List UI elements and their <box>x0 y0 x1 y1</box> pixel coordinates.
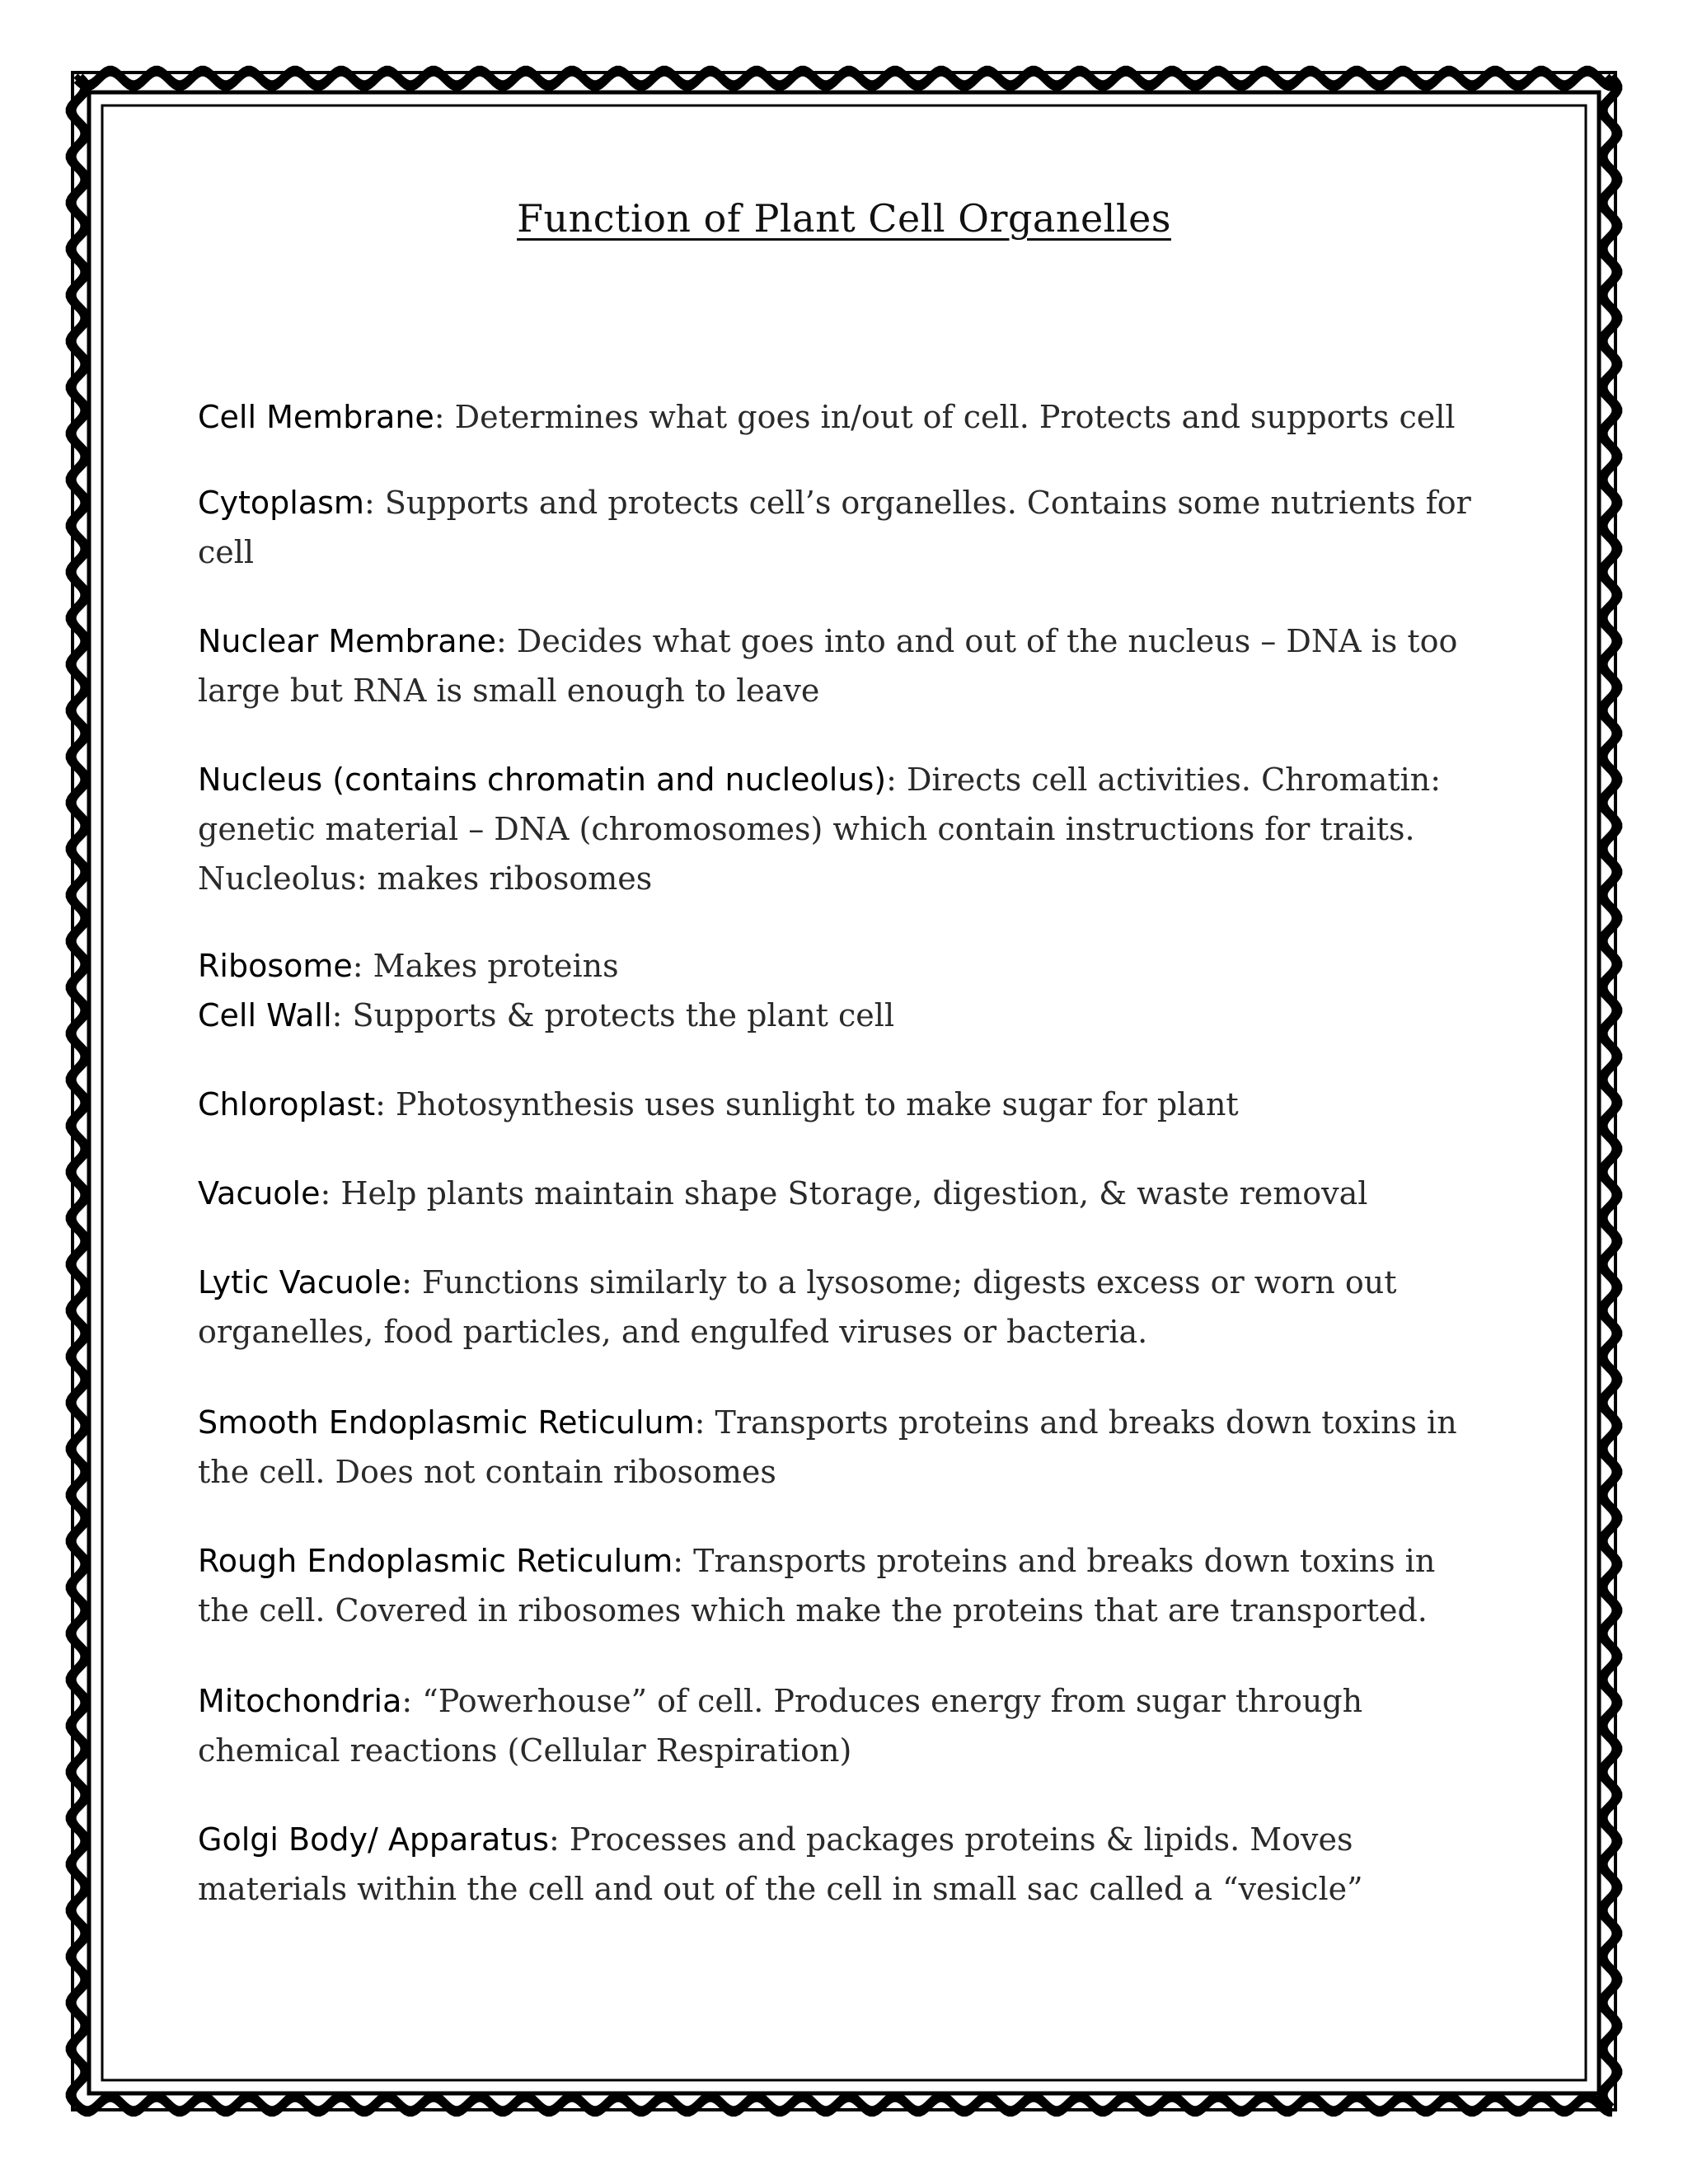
term-smooth-er: Smooth Endoplasmic Reticulum <box>198 1404 695 1441</box>
entry-nuclear-membrane <box>198 616 1484 715</box>
desc-cell-membrane: : Determines what goes in/out of cell. Protects and supports cell <box>434 399 1456 435</box>
entry-ribosome <box>198 941 1484 991</box>
desc-nucleus: : Directs cell activities. Chromatin: genetic material – DNA (chromosomes) which contain instructions for traits. Nucleolus: makes ribosomes <box>198 762 1442 897</box>
entry-vacuole <box>198 1169 1484 1218</box>
entry-chloroplast <box>198 1080 1484 1129</box>
desc-ribosome: : Makes proteins <box>352 948 619 984</box>
desc-cell-wall: : Supports & protects the plant cell <box>331 997 895 1033</box>
entry-nucleus <box>198 755 1484 903</box>
term-mitochondria: Mitochondria <box>198 1683 402 1719</box>
term-nucleus: Nucleus (contains chromatin and nucleolus) <box>198 762 887 798</box>
term-vacuole: Vacuole <box>198 1175 321 1212</box>
term-cytoplasm: Cytoplasm <box>198 485 364 521</box>
term-lytic-vacuole: Lytic Vacuole <box>198 1264 402 1301</box>
term-rough-er: Rough Endoplasmic Reticulum <box>198 1543 673 1579</box>
term-golgi: Golgi Body/ Apparatus <box>198 1821 550 1858</box>
entry-rough-er <box>198 1536 1484 1635</box>
entry-smooth-er <box>198 1398 1484 1497</box>
term-ribosome: Ribosome <box>198 948 353 984</box>
desc-cytoplasm: : Supports and protects cell’s organelles. Contains some nutrients for cell <box>198 485 1471 570</box>
entry-golgi <box>198 1815 1484 1914</box>
term-cell-membrane: Cell Membrane <box>198 399 434 435</box>
desc-nuclear-membrane: : Decides what goes into and out of the nucleus – DNA is too large but RNA is small enough to leave <box>198 623 1458 709</box>
entry-mitochondria <box>198 1676 1484 1775</box>
page-title: Function of Plant Cell Organelles <box>517 196 1171 241</box>
term-cell-wall: Cell Wall <box>198 997 332 1033</box>
desc-chloroplast: : Photosynthesis uses sunlight to make sugar for plant <box>375 1086 1239 1122</box>
term-chloroplast: Chloroplast <box>198 1086 376 1122</box>
desc-rough-er: : Transports proteins and breaks down toxins in the cell. Covered in ribosomes which make the proteins that are transported. <box>198 1543 1436 1629</box>
desc-mitochondria: : “Powerhouse” of cell. Produces energy from sugar through chemical reactions (Cellular Respiration) <box>198 1683 1363 1769</box>
desc-lytic-vacuole: : Functions similarly to a lysosome; digests excess or worn out organelles, food particles, and engulfed viruses or bacteria. <box>198 1264 1397 1350</box>
entry-cell-membrane <box>198 392 1484 442</box>
term-nuclear-membrane: Nuclear Membrane <box>198 623 497 659</box>
desc-golgi: : Processes and packages proteins & lipids. Moves materials within the cell and out of the cell in small sac called a “vesicle” <box>198 1821 1363 1907</box>
entry-cell-wall <box>198 991 1484 1040</box>
desc-vacuole: : Help plants maintain shape Storage, digestion, & waste removal <box>320 1175 1368 1212</box>
entry-lytic-vacuole <box>198 1258 1484 1357</box>
desc-smooth-er: : Transports proteins and breaks down toxins in the cell. Does not contain ribosomes <box>198 1404 1457 1490</box>
entry-cytoplasm <box>198 478 1484 577</box>
